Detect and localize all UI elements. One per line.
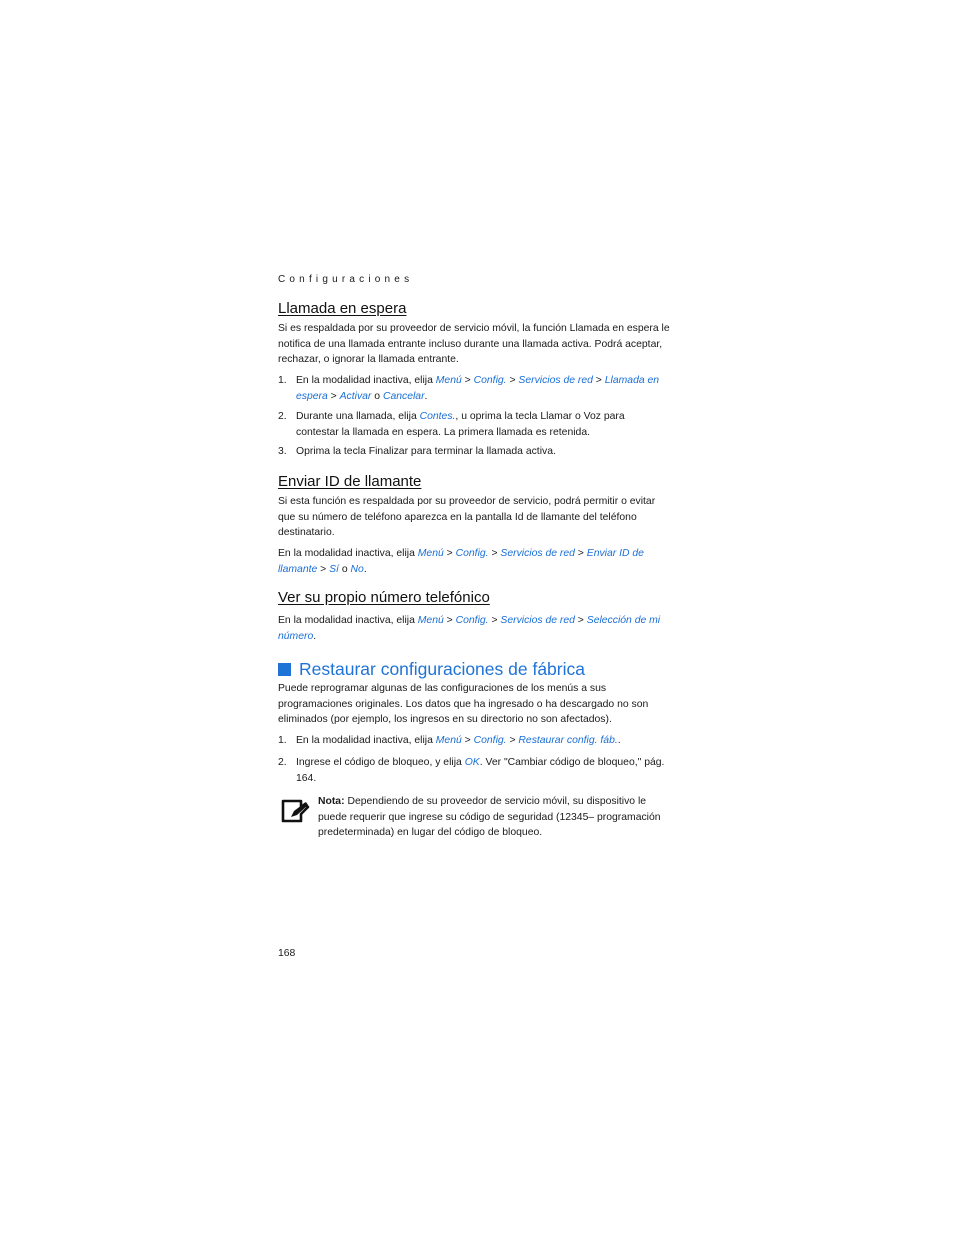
path-separator: > — [317, 563, 330, 575]
step-number: 2. — [278, 757, 287, 768]
step-text-part: Durante una llamada, elija — [296, 411, 420, 422]
section-title-call-waiting: Llamada en espera — [278, 300, 407, 317]
send-caller-id-path — [278, 546, 670, 577]
step-text — [296, 733, 670, 749]
or-text: o — [371, 390, 383, 402]
path-separator: > — [488, 615, 501, 626]
send-caller-id-keyword: Enviar ID de llamante — [278, 548, 644, 575]
section-title-own-number: Ver su propio número telefónico — [278, 589, 490, 606]
network-services-keyword: Servicios de red — [500, 548, 575, 559]
period: . — [424, 390, 428, 402]
path-separator: > — [461, 735, 474, 746]
call-waiting-step-2 — [278, 409, 670, 440]
step-number: 3. — [278, 446, 287, 457]
period: . — [617, 735, 621, 746]
config-keyword: Config. — [455, 548, 489, 559]
path-separator: > — [574, 548, 587, 559]
select-my-number-keyword: Selección de mi número — [278, 615, 661, 642]
step-number: 1. — [278, 375, 287, 386]
period: . — [313, 630, 317, 642]
period: . — [363, 563, 367, 575]
path-separator: > — [443, 548, 456, 559]
menu-keyword: Menú — [435, 735, 462, 746]
step-text-part: Ingrese el código de bloqueo, y elija — [296, 757, 465, 768]
step-text — [296, 373, 670, 404]
or-text: o — [338, 563, 351, 575]
activate-keyword: Activar — [339, 390, 372, 402]
network-services-keyword: Servicios de red — [518, 375, 593, 386]
restore-step-2 — [278, 755, 670, 786]
path-separator: > — [574, 615, 587, 626]
menu-keyword: Menú — [435, 375, 462, 386]
step-text — [296, 409, 670, 440]
step-number: 2. — [278, 411, 287, 422]
config-keyword: Config. — [473, 735, 507, 746]
restore-settings-keyword: Restaurar config. fáb. — [518, 735, 618, 746]
restore-intro: Puede reprogramar algunas de las configuraciones de los menús a sus programaciones originales. Los datos que ha ingresado o ha descargado no son eliminados (por ejemplo, los ingresos en su directorio no son afectados). — [278, 683, 649, 726]
menu-keyword: Menú — [417, 548, 444, 559]
step-text: Oprima la tecla Finalizar para terminar la llamada activa. — [296, 446, 556, 457]
menu-keyword: Menú — [417, 615, 444, 626]
ok-keyword: OK — [464, 757, 480, 768]
call-waiting-keyword: Llamada en espera — [296, 375, 660, 402]
config-keyword: Config. — [455, 615, 489, 626]
path-separator: > — [592, 375, 605, 386]
note-icon — [280, 798, 310, 824]
path-separator: > — [506, 735, 519, 746]
config-keyword: Config. — [473, 375, 507, 386]
own-number-path — [278, 613, 670, 644]
chapter-header: Configuraciones — [278, 274, 414, 285]
note-text — [318, 794, 670, 841]
path-separator: > — [461, 375, 474, 386]
step-text-part: En la modalidad inactiva, elija — [296, 735, 436, 746]
call-waiting-intro: Si es respaldada por su proveedor de servicio móvil, la función Llamada en espera le notifica de una llamada entrante incluso durante una llamada activa. Podrá aceptar, rechazar, o ignorar la llamada entrante. — [278, 323, 670, 366]
path-separator: > — [506, 375, 519, 386]
section-title-text: Restaurar configuraciones de fábrica — [299, 659, 585, 679]
path-separator: > — [488, 548, 501, 559]
page-number: 168 — [278, 948, 296, 959]
path-separator: > — [443, 615, 456, 626]
path-separator: > — [327, 390, 340, 402]
step-text — [296, 755, 670, 786]
no-keyword: No — [350, 563, 364, 575]
call-waiting-step-1 — [278, 373, 670, 404]
step-text-part: , u oprima la tecla Llamar o Voz para contestar la llamada en espera. La primera llamada es retenida. — [296, 411, 625, 438]
step-text-part: En la modalidad inactiva, elija — [296, 375, 436, 386]
yes-keyword: Sí — [329, 563, 339, 575]
network-services-keyword: Servicios de red — [500, 615, 575, 626]
step-text-part: . Ver "Cambiar código de bloqueo," pág. 164. — [296, 757, 665, 784]
path-text: En la modalidad inactiva, elija — [278, 548, 418, 559]
note-body: Dependiendo de su proveedor de servicio móvil, su dispositivo le puede requerir que ingrese su código de seguridad (12345– programación predeterminada) en lugar del código de bloqueo. — [318, 796, 661, 839]
call-waiting-step-3 — [278, 444, 670, 460]
step-number: 1. — [278, 735, 287, 746]
answer-keyword: Contes. — [419, 411, 456, 422]
note-label: Nota: — [318, 796, 345, 807]
send-caller-id-intro: Si esta función es respaldada por su proveedor de servicio, podrá permitir o evitar que su número de teléfono aparezca en la pantalla Id de llamante del teléfono destinatario. — [278, 496, 656, 539]
path-text: En la modalidad inactiva, elija — [278, 615, 418, 626]
section-title-restore-factory — [278, 659, 585, 680]
restore-step-1 — [278, 733, 670, 749]
cancel-keyword: Cancelar — [382, 390, 425, 402]
blue-square-bullet-icon — [278, 663, 291, 676]
section-title-send-caller-id: Enviar ID de llamante — [278, 473, 422, 490]
